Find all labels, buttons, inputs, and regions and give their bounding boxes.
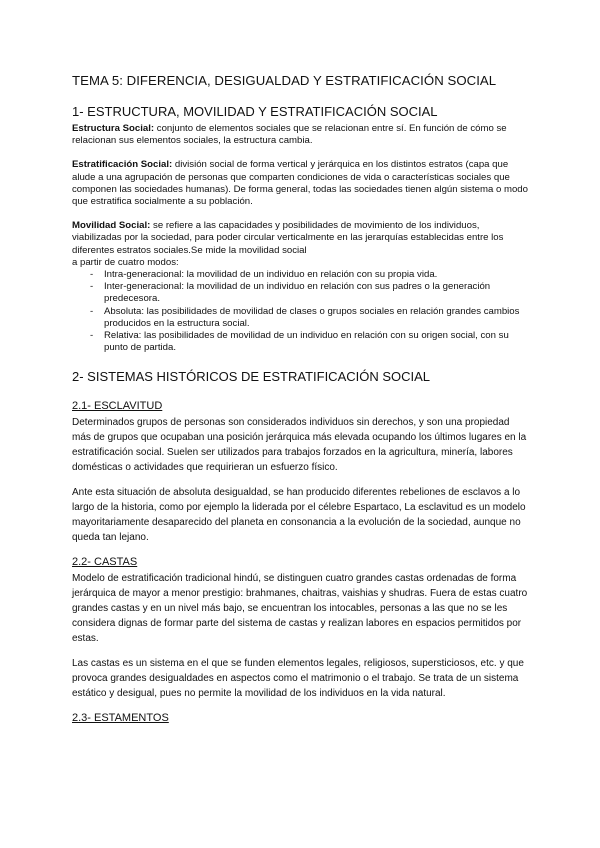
- esclavitud-paragraph-2: Ante esta situación de absoluta desigualdad, se han producido diferentes rebeliones de esclavos a lo largo de la historia, como por ejemplo la liderada por el célebre Espartaco, La esclavitud es un modelo mayoritariamente desaparecido del planeta en consonancia a la evolución de la sociedad, aunque no queda tan lejano.: [72, 487, 526, 544]
- movilidad-modos-intro: a partir de cuatro modos:: [72, 256, 179, 268]
- castas-paragraph-2: Las castas es un sistema en el que se funden elementos legales, religiosos, supersticiosos, etc. y que provoca grandes desigualdades en aspectos como el matrimonio o el trabajo. Se trata de un sistema estático y desigual, pues no permite la movilidad de los individuos en la vida natural.: [72, 658, 524, 700]
- estratificacion-definition: división social de forma vertical y jerárquica en los distintos estratos (capa que alude a una agrupación de personas que comparten condiciones de vida o características sociales que componen las sociedades humanas). De forma general, todas las sociedades tienen algún sistema o modo que estratifica socialmente a su población.: [72, 159, 528, 208]
- list-item: - Absoluta: las posibilidades de movilidad de clases o grupos sociales en relación grandes cambios producidos en la estructura social.: [90, 306, 528, 330]
- esclavitud-paragraph-1: Determinados grupos de personas son considerados individuos sin derechos, y son una propiedad más de grupos que ocupaban una posición jerárquica más elevada ocupando los últimos lugares en la estratificación social. Suelen ser utilizados para trabajos forzados en la agricultura, minería, labores domésticas o actividades que requirieran un esfuerzo físico.: [72, 417, 527, 474]
- estratificacion-social-paragraph: [72, 159, 528, 208]
- castas-paragraph-1: Modelo de estratificación tradicional hindú, se distinguen cuatro grandes castas ordenadas de forma jerárquica de mayor a menor prestigio: brahmanes, chaitras, vaishias y shudras. Fuera de estas cuatro grandes castas y en un nivel más bajo, se encuentran los intocables, personas a las que no se les considera dignas de formar parte del sistema de castas y realizan labores en espacios permitidos por estas.: [72, 573, 528, 645]
- castas-heading: 2.2- CASTAS: [72, 556, 138, 569]
- movilidad-definition: se refiere a las capacidades y posibilidades de movimiento de los individuos, viabilizadas por la sociedad, para poder circular verticalmente en las jerarquías establecidas entre los diferentes estratos sociales.Se mide la movilidad social: [72, 220, 504, 256]
- list-item: - Relativa: las posibilidades de movilidad de un individuo en relación con su origen social, con su punto de partida.: [90, 330, 528, 354]
- list-item: - Intra-generacional: la movilidad de un individuo en relación con su propia vida.: [90, 269, 528, 281]
- section-1-heading: 1- ESTRUCTURA, MOVILIDAD Y ESTRATIFICACIÓN SOCIAL: [72, 104, 438, 119]
- estructura-social-paragraph: [72, 123, 528, 147]
- list-item: - Inter-generacional: la movilidad de un individuo en relación con sus padres o la generación predecesora.: [90, 281, 528, 305]
- esclavitud-heading: 2.1- ESCLAVITUD: [72, 400, 163, 413]
- movilidad-modos-list: [72, 269, 528, 354]
- estratificacion-term: Estratificación Social:: [72, 159, 173, 171]
- estructura-definition: conjunto de elementos sociales que se relacionan entre sí. En función de cómo se relacionan sus elementos sociales, la estructura cambia.: [72, 123, 507, 147]
- section-2-heading: 2- SISTEMAS HISTÓRICOS DE ESTRATIFICACIÓN SOCIAL: [72, 369, 431, 385]
- document-page: [72, 72, 528, 727]
- movilidad-term: Movilidad Social:: [72, 220, 151, 232]
- document-title: TEMA 5: DIFERENCIA, DESIGUALDAD Y ESTRATIFICACIÓN SOCIAL: [72, 73, 497, 88]
- estructura-term: Estructura Social:: [72, 123, 155, 134]
- estamentos-heading: 2.3- ESTAMENTOS: [72, 712, 169, 725]
- movilidad-social-paragraph: [72, 220, 528, 257]
